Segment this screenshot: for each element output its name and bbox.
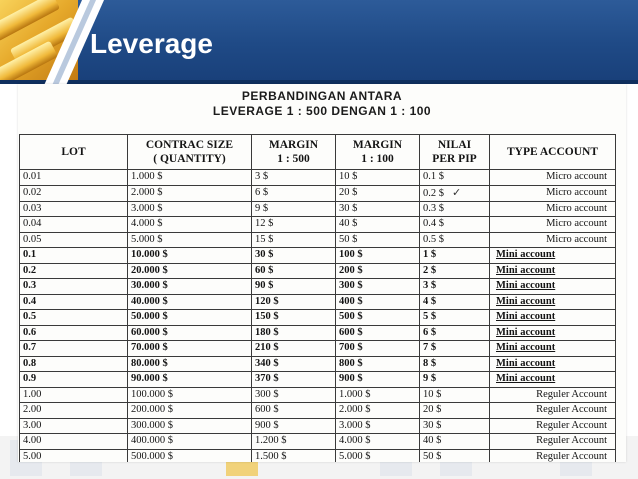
table-cell <box>490 403 616 419</box>
table-row <box>20 418 616 434</box>
cell-value: Reguler Account <box>536 435 607 447</box>
table-cell <box>336 279 420 295</box>
cell-value: 3.00 <box>23 419 42 431</box>
table-row <box>20 341 616 357</box>
table-cell <box>420 372 490 388</box>
table-cell <box>420 403 490 419</box>
cell-value: 70.000 $ <box>131 342 168 354</box>
column-header <box>252 135 336 170</box>
cell-value: 80.000 $ <box>131 357 168 369</box>
cell-value: Reguler Account <box>536 404 607 416</box>
cell-value: 1.500 $ <box>255 450 287 462</box>
table-cell <box>336 310 420 326</box>
table-cell <box>420 232 490 248</box>
table-cell <box>336 170 420 186</box>
cell-value: 370 $ <box>255 373 279 385</box>
table-cell <box>128 185 252 201</box>
cell-value: 700 $ <box>339 342 363 354</box>
table-cell <box>420 418 490 434</box>
cell-value: 0.4 <box>23 295 37 307</box>
table-cell <box>252 201 336 217</box>
column-header-label: 1 : 500 <box>277 153 310 165</box>
cell-value: 50.000 $ <box>131 311 168 323</box>
cell-value: Mini account <box>496 264 556 276</box>
table-cell <box>20 185 128 201</box>
table-cell <box>252 170 336 186</box>
table-row <box>20 170 616 186</box>
cell-value: 120 $ <box>255 295 279 307</box>
cell-value: 0.1 $ <box>423 171 444 183</box>
table-cell <box>252 232 336 248</box>
cell-value: 30 $ <box>423 419 442 431</box>
table-row <box>20 325 616 341</box>
cell-value: 5.00 <box>23 450 42 462</box>
table-cell <box>420 341 490 357</box>
cell-value: 10 $ <box>339 171 358 183</box>
table-row <box>20 372 616 388</box>
table-cell <box>20 449 128 462</box>
table-cell <box>420 201 490 217</box>
cell-value: 2 $ <box>423 264 437 276</box>
column-header <box>420 135 490 170</box>
cell-value: 1.200 $ <box>255 435 287 447</box>
table-cell <box>128 418 252 434</box>
scanned-document <box>18 84 626 462</box>
table-row <box>20 356 616 372</box>
table-cell <box>128 403 252 419</box>
cell-value: 500 $ <box>339 311 363 323</box>
table-cell <box>20 279 128 295</box>
cell-value: 15 $ <box>255 233 274 245</box>
cell-value: 400 $ <box>339 295 363 307</box>
table-cell <box>20 403 128 419</box>
table-cell <box>490 294 616 310</box>
cell-value: 180 $ <box>255 326 279 338</box>
cell-value: 4.000 $ <box>339 435 371 447</box>
column-header <box>20 135 128 170</box>
cell-value: 100.000 $ <box>131 388 173 400</box>
cell-value: Reguler Account <box>536 388 607 400</box>
table-cell <box>252 449 336 462</box>
table-cell <box>490 279 616 295</box>
table-cell <box>490 248 616 264</box>
table-cell <box>490 310 616 326</box>
table-row <box>20 201 616 217</box>
table-cell <box>336 341 420 357</box>
cell-value: 900 $ <box>339 373 363 385</box>
table-cell <box>252 356 336 372</box>
table-cell <box>490 170 616 186</box>
table-cell <box>20 387 128 403</box>
cell-value: Mini account <box>496 249 556 261</box>
cell-value: 0.7 <box>23 342 37 354</box>
leverage-comparison-table <box>19 134 616 462</box>
cell-value: Micro account <box>546 171 607 183</box>
cell-value: 1.00 <box>23 388 42 400</box>
table-row <box>20 248 616 264</box>
table-cell <box>128 449 252 462</box>
table-cell <box>420 294 490 310</box>
cell-value: 10 $ <box>423 388 442 400</box>
cell-value: 0.1 <box>23 249 37 261</box>
cell-value: 900 $ <box>255 419 279 431</box>
column-header <box>490 135 616 170</box>
table-cell <box>20 434 128 450</box>
cell-value: 30 $ <box>339 202 358 214</box>
table-cell <box>420 185 490 201</box>
cell-value: 60 $ <box>255 264 274 276</box>
cell-value: 0.05 <box>23 233 42 245</box>
cell-value: 4.000 $ <box>131 218 163 230</box>
column-header-label: MARGIN <box>352 139 403 151</box>
cell-value: 300.000 $ <box>131 419 173 431</box>
cell-value: 600 $ <box>339 326 363 338</box>
cell-value: Micro account <box>546 218 607 230</box>
cell-value: 50 $ <box>339 233 358 245</box>
table-cell <box>128 217 252 233</box>
table-cell <box>128 279 252 295</box>
column-header-label: TYPE ACCOUNT <box>506 146 599 158</box>
cell-value: 0.2 <box>23 264 37 276</box>
cell-value: 0.3 $ <box>423 202 444 214</box>
table-cell <box>128 387 252 403</box>
cell-value: Mini account <box>496 342 556 354</box>
table-row <box>20 387 616 403</box>
table-row <box>20 434 616 450</box>
table-cell <box>252 185 336 201</box>
table-cell <box>490 201 616 217</box>
cell-value: 0.02 <box>23 187 42 198</box>
table-cell <box>420 434 490 450</box>
header-row <box>20 135 616 170</box>
table-row <box>20 217 616 233</box>
cell-value: 90.000 $ <box>131 373 168 385</box>
cell-value: 300 $ <box>339 280 363 292</box>
cell-value: 3.000 $ <box>339 419 371 431</box>
cell-value: 40 $ <box>339 218 358 230</box>
column-header-label: PER PIP <box>432 153 477 165</box>
cell-value: 0.04 <box>23 218 42 230</box>
cell-value: 3.000 $ <box>131 202 163 214</box>
cell-value: 50 $ <box>423 450 442 462</box>
table-row <box>20 294 616 310</box>
table-cell <box>252 372 336 388</box>
table-cell <box>420 356 490 372</box>
table-cell <box>252 418 336 434</box>
table-row <box>20 232 616 248</box>
table-cell <box>420 170 490 186</box>
table-cell <box>252 279 336 295</box>
table-cell <box>336 418 420 434</box>
table-cell <box>128 356 252 372</box>
table-cell <box>490 325 616 341</box>
table-cell <box>128 232 252 248</box>
column-header <box>128 135 252 170</box>
column-header-label: LOT <box>61 146 86 158</box>
cell-value: 100 $ <box>339 249 363 261</box>
table-cell <box>20 356 128 372</box>
slide-title: Leverage <box>90 28 213 59</box>
cell-value: Reguler Account <box>536 419 607 431</box>
table-cell <box>252 434 336 450</box>
cell-value: 9 $ <box>255 202 269 214</box>
cell-value: 0.3 <box>23 280 37 292</box>
cell-value: Micro account <box>546 187 607 198</box>
table-cell <box>336 387 420 403</box>
cell-value: 5 $ <box>423 311 437 323</box>
cell-value: 0.03 <box>23 202 42 214</box>
cell-value: 4.00 <box>23 435 42 447</box>
table-cell <box>420 325 490 341</box>
table-cell <box>420 263 490 279</box>
table-cell <box>490 372 616 388</box>
table-cell <box>336 294 420 310</box>
table-cell <box>20 372 128 388</box>
table-row <box>20 310 616 326</box>
table-cell <box>128 263 252 279</box>
table-cell <box>20 310 128 326</box>
cell-value: 0.2 $ <box>423 187 444 199</box>
cell-value: 3 $ <box>255 171 269 183</box>
table-cell <box>252 403 336 419</box>
table-cell <box>252 263 336 279</box>
table-header <box>20 135 616 170</box>
cell-value: 8 $ <box>423 357 437 369</box>
table-cell <box>336 356 420 372</box>
table-cell <box>252 294 336 310</box>
cell-value: 30 $ <box>255 249 274 261</box>
cell-value: 20 $ <box>423 404 442 416</box>
table-cell <box>336 217 420 233</box>
cell-value: 2.00 <box>23 404 42 416</box>
cell-value: 1.000 $ <box>131 171 163 183</box>
table-cell <box>20 294 128 310</box>
cell-value: 300 $ <box>255 388 279 400</box>
table-cell <box>128 325 252 341</box>
cell-value: 2.000 $ <box>131 187 163 198</box>
table-row <box>20 403 616 419</box>
cell-value: Micro account <box>546 233 607 245</box>
table-cell <box>20 232 128 248</box>
table-cell <box>20 263 128 279</box>
cell-value: 5.000 $ <box>131 233 163 245</box>
table-cell <box>490 232 616 248</box>
table-cell <box>252 310 336 326</box>
table-row <box>20 449 616 462</box>
table-cell <box>490 418 616 434</box>
column-header-label: 1 : 100 <box>361 153 394 165</box>
table-cell <box>490 185 616 201</box>
table-cell <box>252 325 336 341</box>
table-cell <box>420 310 490 326</box>
table-row <box>20 185 616 201</box>
cell-value: 2.000 $ <box>339 404 371 416</box>
table-cell <box>420 248 490 264</box>
table-cell <box>336 185 420 201</box>
column-header-label: MARGIN <box>268 139 319 151</box>
table-cell <box>490 217 616 233</box>
table-cell <box>490 356 616 372</box>
table-cell <box>336 248 420 264</box>
column-header-label: CONTRAC SIZE <box>145 139 234 151</box>
table-cell <box>252 387 336 403</box>
cell-value: 200 $ <box>339 264 363 276</box>
table-cell <box>20 341 128 357</box>
cell-value: 40.000 $ <box>131 295 168 307</box>
table-cell <box>128 310 252 326</box>
column-header-label: ( QUANTITY) <box>153 153 226 165</box>
cell-value: 10.000 $ <box>131 249 168 261</box>
cell-value: 20 $ <box>339 187 358 198</box>
column-header <box>336 135 420 170</box>
table-cell <box>490 263 616 279</box>
table-cell <box>336 263 420 279</box>
table-cell <box>128 201 252 217</box>
table-cell <box>128 170 252 186</box>
table-cell <box>336 201 420 217</box>
table-cell <box>252 217 336 233</box>
cell-value: 60.000 $ <box>131 326 168 338</box>
cell-value: 800 $ <box>339 357 363 369</box>
cell-value: 4 $ <box>423 295 437 307</box>
table-cell <box>490 341 616 357</box>
cell-value: 0.6 <box>23 326 37 338</box>
cell-value: 20.000 $ <box>131 264 168 276</box>
cell-value: 600 $ <box>255 404 279 416</box>
table-cell <box>20 325 128 341</box>
document-title-line-1: PERBANDINGAN ANTARA <box>241 89 403 103</box>
cell-value: 40 $ <box>423 435 442 447</box>
cell-value: 9 $ <box>423 373 437 385</box>
cell-value: 5.000 $ <box>339 450 371 462</box>
table-cell <box>336 232 420 248</box>
table-cell <box>20 248 128 264</box>
cell-value: 30.000 $ <box>131 280 168 292</box>
table-cell <box>490 387 616 403</box>
table-cell <box>128 341 252 357</box>
cell-value: 7 $ <box>423 342 437 354</box>
table-cell <box>336 449 420 462</box>
table-cell <box>128 248 252 264</box>
cell-value: 150 $ <box>255 311 279 323</box>
cell-value: 6 $ <box>255 187 269 198</box>
table-row <box>20 279 616 295</box>
cell-value: 500.000 $ <box>131 450 173 462</box>
cell-value: Mini account <box>496 280 556 292</box>
cell-value: Mini account <box>496 326 556 338</box>
table-cell <box>20 217 128 233</box>
table-cell <box>128 372 252 388</box>
table-cell <box>128 434 252 450</box>
table-cell <box>336 434 420 450</box>
cell-value: Micro account <box>546 202 607 214</box>
table-row <box>20 263 616 279</box>
cell-value: 0.5 $ <box>423 233 444 245</box>
checkmark-icon: ✓ <box>452 186 462 199</box>
table-cell <box>20 418 128 434</box>
table-cell <box>336 403 420 419</box>
table-cell <box>252 341 336 357</box>
cell-value: 90 $ <box>255 280 274 292</box>
table-cell <box>252 248 336 264</box>
table-cell <box>20 201 128 217</box>
cell-value: 200.000 $ <box>131 404 173 416</box>
cell-value: 12 $ <box>255 218 274 230</box>
cell-value: 0.8 <box>23 357 37 369</box>
table-cell <box>336 372 420 388</box>
document-title-line-2: LEVERAGE 1 : 500 DENGAN 1 : 100 <box>212 104 432 118</box>
cell-value: 1 $ <box>423 249 437 261</box>
table-cell <box>336 325 420 341</box>
table-cell <box>490 449 616 462</box>
table-cell <box>420 217 490 233</box>
table-cell <box>420 279 490 295</box>
table-cell <box>20 170 128 186</box>
cell-value: 0.9 <box>23 373 37 385</box>
table-body <box>20 170 616 463</box>
table-cell <box>420 387 490 403</box>
cell-value: 6 $ <box>423 326 437 338</box>
cell-value: Reguler Account <box>536 450 607 462</box>
cell-value: 400.000 $ <box>131 435 173 447</box>
cell-value: 0.4 $ <box>423 218 444 230</box>
table-cell <box>128 294 252 310</box>
cell-value: 0.5 <box>23 311 37 323</box>
cell-value: 340 $ <box>255 357 279 369</box>
cell-value: Mini account <box>496 311 556 323</box>
table-cell <box>490 434 616 450</box>
cell-value: Mini account <box>496 295 556 307</box>
cell-value: 3 $ <box>423 280 437 292</box>
cell-value: 210 $ <box>255 342 279 354</box>
cell-value: 1.000 $ <box>339 388 371 400</box>
cell-value: 0.01 <box>23 171 42 183</box>
cell-value: Mini account <box>496 373 556 385</box>
column-header-label: NILAI <box>437 139 472 151</box>
table-cell <box>420 449 490 462</box>
cell-value: Mini account <box>496 357 556 369</box>
